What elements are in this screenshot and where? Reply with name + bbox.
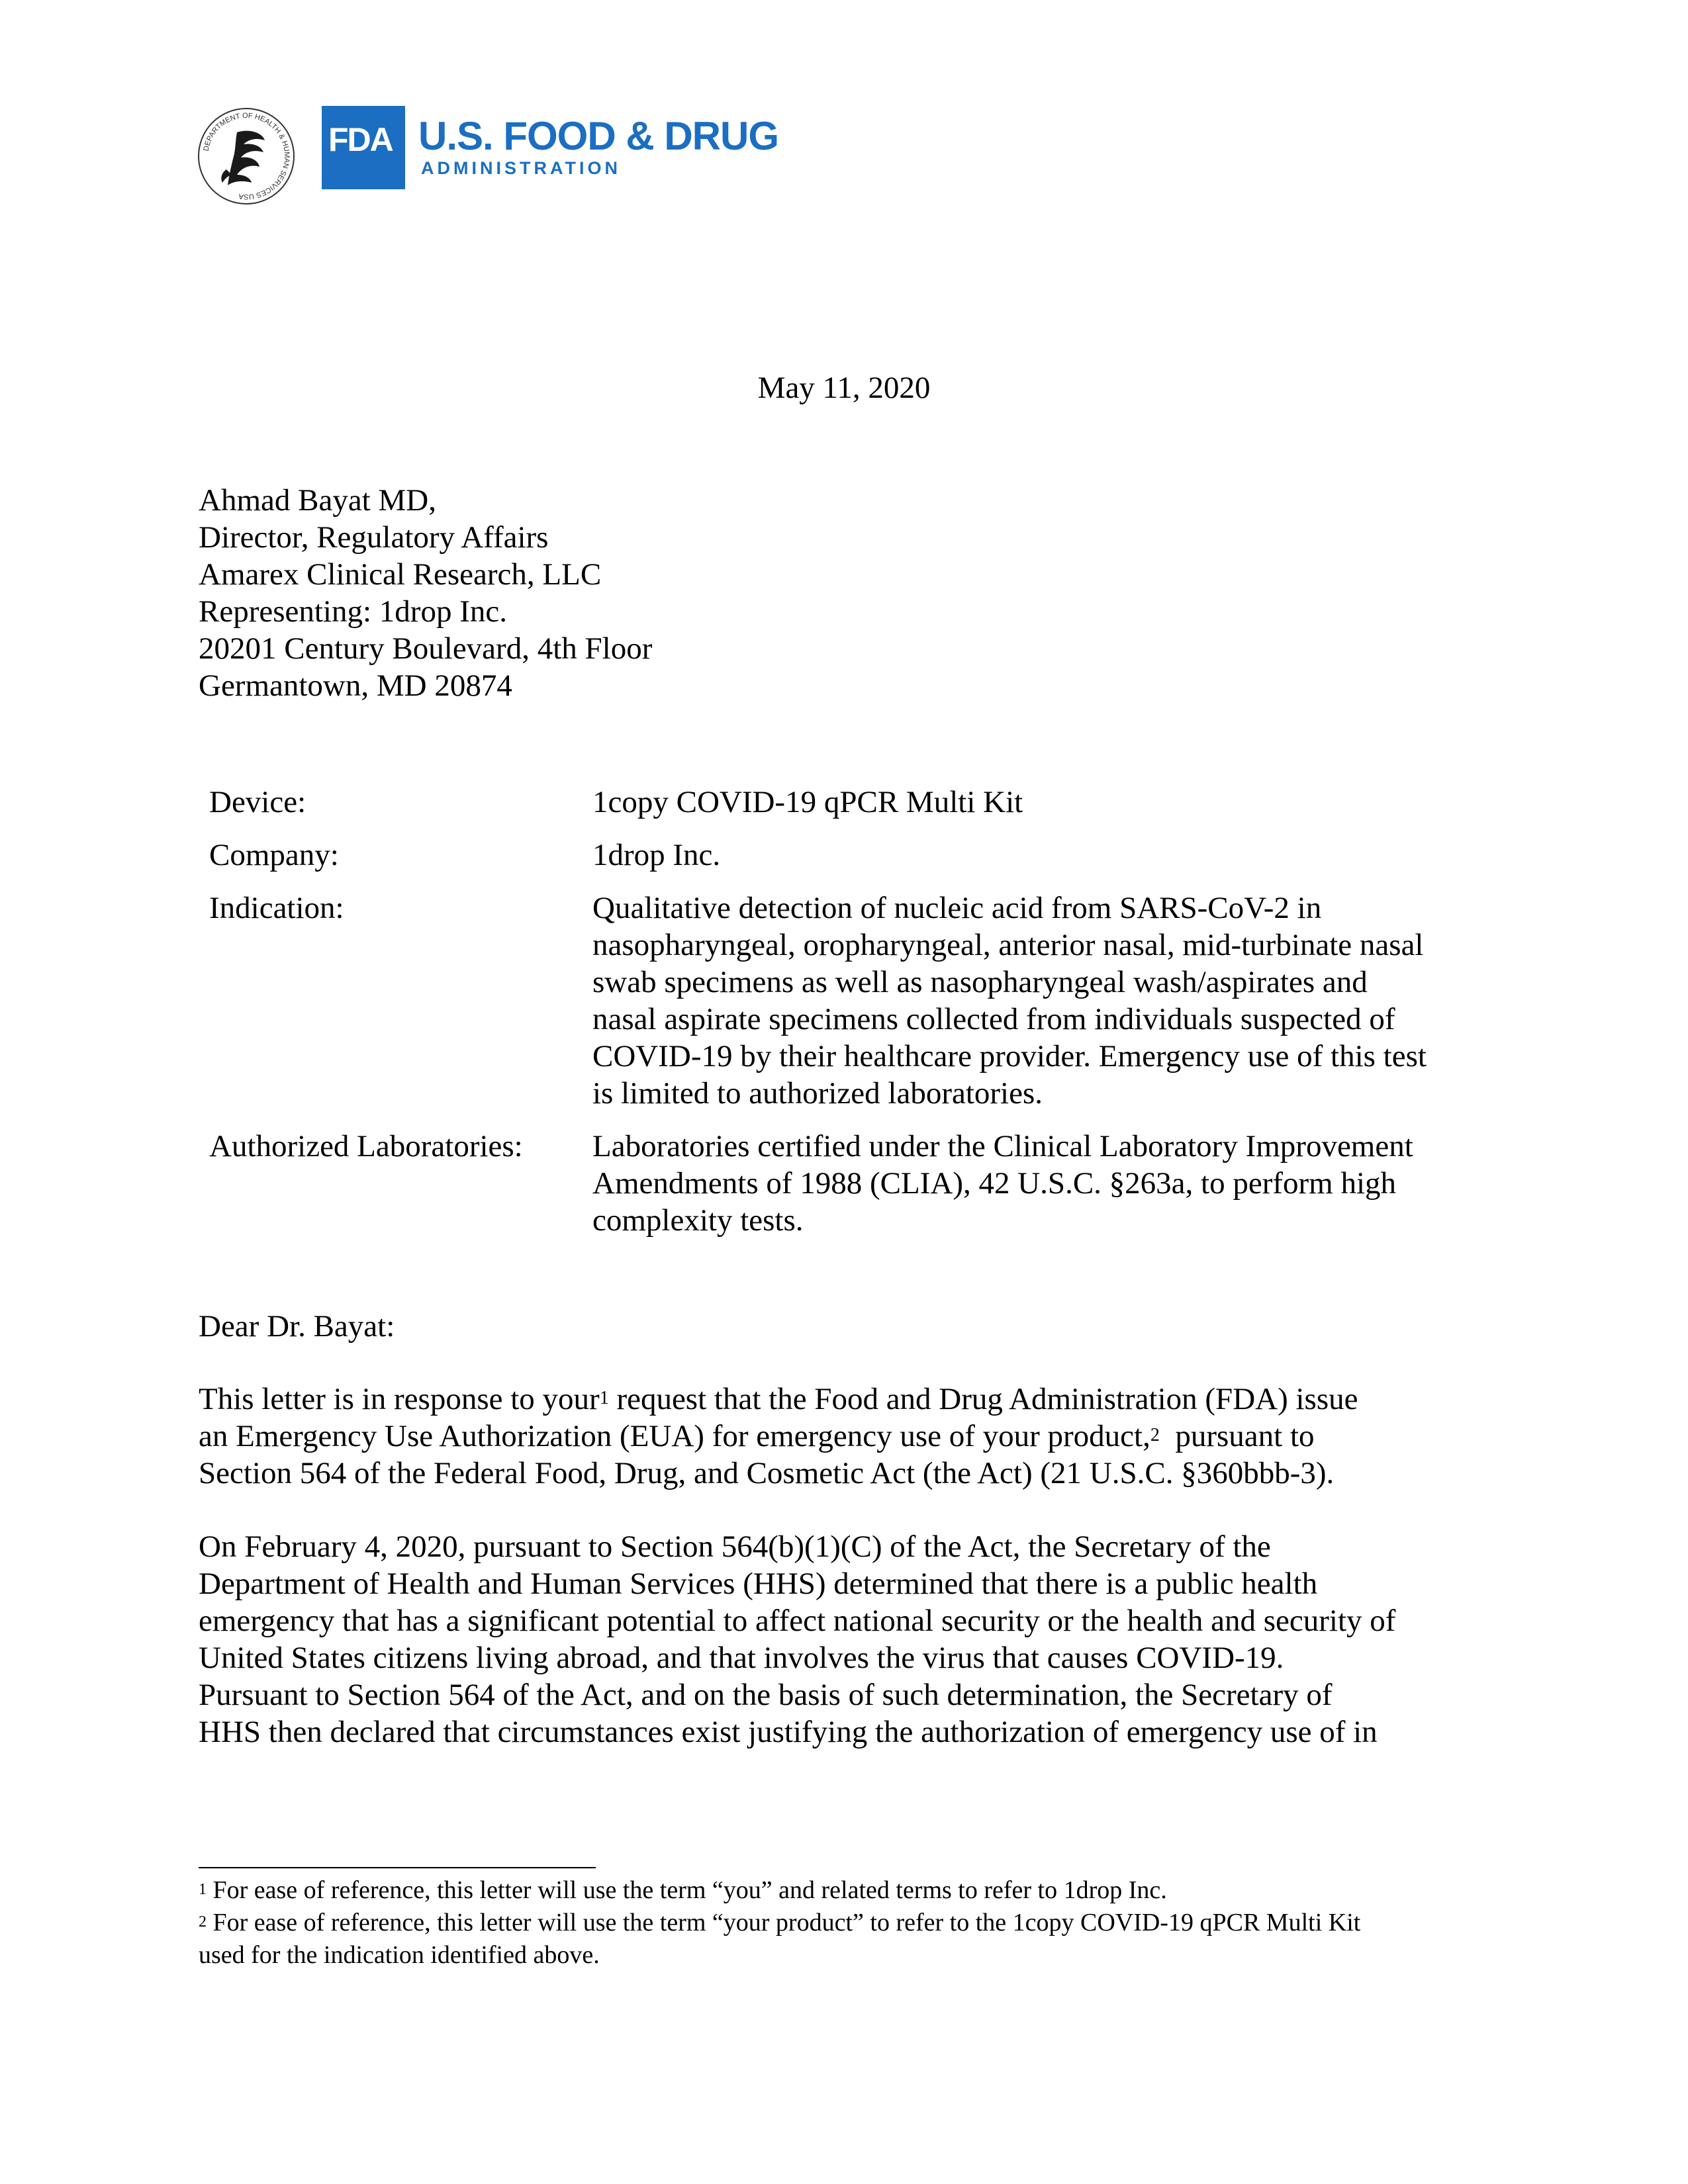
paragraph-line: HHS then declared that circumstances exist justifying the authorization of emergency use of in [199,1715,1378,1749]
company-value [592,837,720,889]
company-row [209,837,1427,889]
footnote-ref-1[interactable]: 1 [599,1388,609,1408]
paragraph-line: Pursuant to Section 564 of the Act, and on the basis of such determination, the Secretary of [199,1678,1333,1712]
letter-date: May 11, 2020 [757,371,931,405]
authorized-labs-value [592,1128,1413,1239]
authorized-labs-line: Amendments of 1988 (CLIA), 42 U.S.C. §263a, to perform high [592,1166,1397,1201]
fda-wordmark [418,116,778,179]
svg-text:DEPARTMENT OF HEALTH & HUMAN S: DEPARTMENT OF HEALTH & HUMAN SERVICES USA [202,111,291,201]
hhs-seal-logo [196,106,297,206]
device-label: Device: [209,785,306,819]
indication-row [209,889,1427,1128]
device-row [209,784,1427,837]
indication-line: swab specimens as well as nasopharyngeal wash/aspirates and [592,965,1368,999]
text-run: This letter is in response to your [199,1382,600,1416]
authorized-labs-line: complexity tests. [592,1203,804,1238]
footnote-ref-2[interactable]: 2 [1150,1425,1160,1445]
device-value-line: 1copy COVID-19 qPCR Multi Kit [592,785,1023,819]
fda-agency-name: U.S. FOOD & DRUG [418,114,779,158]
fda-logo-box [322,106,405,189]
paragraph-line: United States citizens living abroad, and that involves the virus that causes COVID-19. [199,1641,1284,1675]
text-run: request that the Food and Drug Administration (FDA) issue [608,1382,1358,1416]
paragraph-line: On February 4, 2020, pursuant to Section 564(b)(1)(C) of the Act, the Secretary of the [199,1529,1271,1564]
authorized-labs-line: Laboratories certified under the Clinical Laboratory Improvement [592,1129,1413,1163]
address-line: 20201 Century Boulevard, 4th Floor [199,631,653,666]
footnote-number: 1 [199,1881,207,1898]
indication-line: COVID-19 by their healthcare provider. Emergency use of this test [592,1039,1427,1073]
footnote-1 [199,1874,1360,1907]
footnote-text: For ease of reference, this letter will use the term “you” and related terms to refer to 1drop Inc. [207,1876,1167,1904]
footnote-number: 2 [199,1913,207,1931]
fda-logo [322,106,778,189]
company-label: Company: [209,838,339,872]
paragraph-line: Department of Health and Human Services (HHS) determined that there is a public health [199,1567,1318,1601]
indication-line: Qualitative detection of nucleic acid from SARS-CoV-2 in [592,891,1322,925]
indication-label: Indication: [209,891,344,925]
footnote-2-continuation: used for the indication identified above. [199,1941,600,1969]
paragraph-line [199,1418,1358,1455]
paragraph-line: emergency that has a significant potential to affect national security or the health and security of [199,1604,1396,1638]
paragraph-line [199,1381,1358,1418]
address-line: Amarex Clinical Research, LLC [199,557,602,592]
paragraph-request [199,1381,1358,1492]
device-info-table [209,784,1427,1239]
hhs-eagle-icon [196,106,297,206]
address-line: Ahmad Bayat MD, [199,483,436,518]
footnote-2 [199,1907,1360,1939]
fda-agency-subtitle: ADMINISTRATION [421,158,621,178]
authorized-labs-label: Authorized Laboratories: [209,1129,523,1163]
footnote-text: For ease of reference, this letter will use the term “your product” to refer to the 1copy COVID-19 qPCR Multi Kit [207,1909,1361,1936]
address-line: Germantown, MD 20874 [199,668,512,703]
footnote-divider [199,1867,596,1868]
indication-value [592,889,1427,1128]
company-value-line: 1drop Inc. [592,838,721,872]
footnotes [199,1874,1360,1972]
authorized-labs-row [209,1128,1427,1239]
indication-line: nasopharyngeal, oropharyngeal, anterior nasal, mid-turbinate nasal [592,928,1424,962]
device-value [592,784,1023,837]
text-run: pursuant to [1159,1419,1315,1453]
indication-line: nasal aspirate specimens collected from individuals suspected of [592,1002,1395,1036]
recipient-address [199,482,652,704]
paragraph-line: Section 564 of the Federal Food, Drug, and Cosmetic Act (the Act) (21 U.S.C. §360bbb-3). [199,1456,1335,1490]
fda-logo-box-text: FDA [328,121,393,158]
text-run: an Emergency Use Authorization (EUA) for emergency use of your product, [199,1419,1150,1453]
indication-line: is limited to authorized laboratories. [592,1076,1043,1111]
address-line: Director, Regulatory Affairs [199,520,549,555]
paragraph-determination [199,1528,1395,1751]
salutation: Dear Dr. Bayat: [199,1309,395,1343]
address-line: Representing: 1drop Inc. [199,594,507,629]
